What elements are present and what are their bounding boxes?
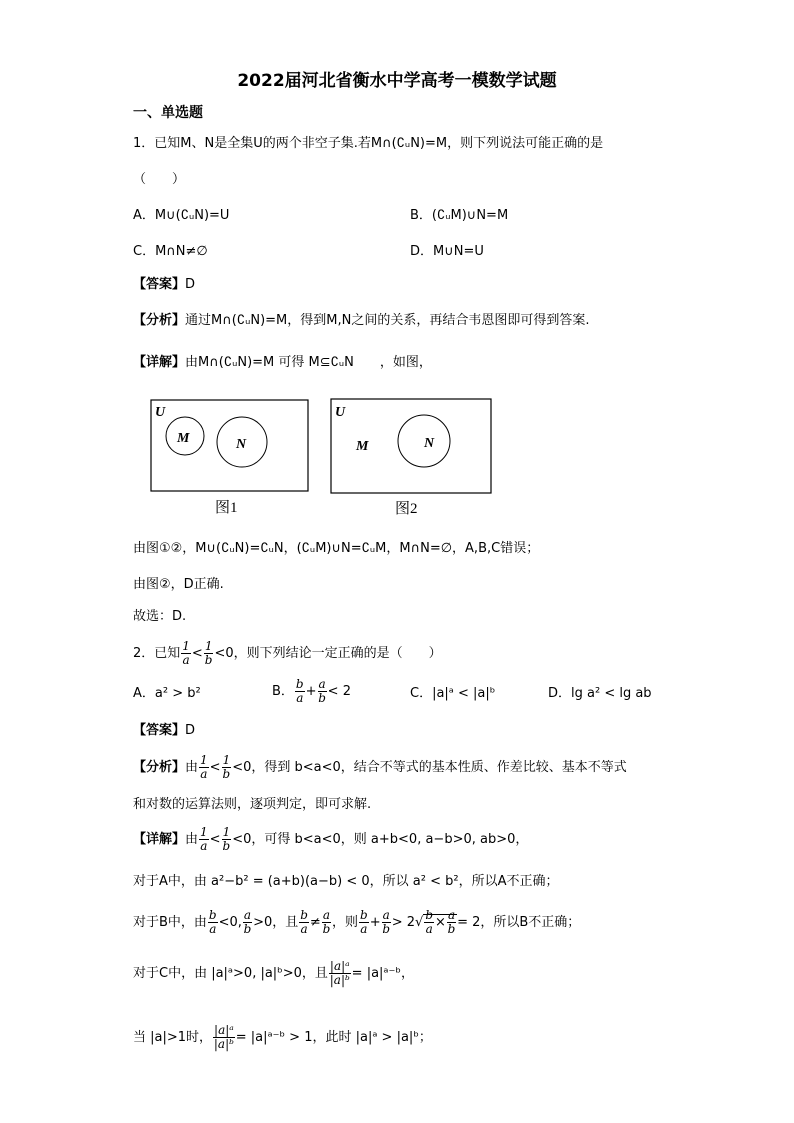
q1-conclusion: 故选：D.: [133, 609, 187, 624]
answer-value: D: [185, 277, 196, 292]
q1-stem: 1．已知M、N是全集U的两个非空子集.若M∩(∁ᵤN)=M，则下列说法可能正确的是: [133, 136, 604, 151]
q2-option-d: D．lg a² < lg ab: [548, 686, 652, 701]
q2-analysis: 【分析】由 $\frac{1}{a}$ < $\frac{1}{b}$ <0，得到 b<a<0，结合不等式的基本性质、作差比较、基本不等式: [133, 753, 627, 781]
fig2-m-label: M: [356, 439, 369, 454]
q1-option-c: C．M∩N≠∅: [133, 244, 208, 259]
frac-1-over-a: $\frac{1}{a}$: [182, 639, 190, 667]
abs-a-power-fraction: $\frac{\text{|a|ᵃ}}{\text{|a|ᵇ}}$: [329, 959, 350, 987]
detail-text: 由M∩(∁ᵤN)=M 可得 M⊆∁ᵤN ，如图，: [185, 355, 432, 370]
q2-case-a: 对于A中，由 a²−b² = (a+b)(a−b) < 0，所以 a² < b²，所以A不正确；: [133, 874, 559, 889]
fig2-caption: 图2: [395, 501, 418, 517]
q2-stem-pre: 2．已知: [133, 646, 181, 661]
fig1-m-label: M: [177, 431, 190, 446]
venn-figure-2: [330, 398, 493, 495]
fig1-u-label: U: [155, 405, 166, 420]
q2-option-a: A．a² > b²: [133, 686, 201, 701]
q1-blank: （ ）: [133, 172, 186, 187]
frac-1-over-b: $\frac{1}{b}$: [204, 639, 213, 667]
q2-answer: 【答案】D: [133, 723, 196, 738]
q2-detail: 【详解】由 $\frac{1}{a}$ < $\frac{1}{b}$ <0，可得 b<a<0，则 a+b<0, a−b>0, ab>0，: [133, 825, 529, 853]
q1-detail: [133, 354, 432, 372]
q2-analysis-line2: 和对数的运算法则，逐项判定，即可求解.: [133, 797, 372, 812]
section-heading: 一、单选题: [133, 105, 203, 121]
q2-option-c: C．|a|ᵃ < |a|ᵇ: [410, 686, 496, 701]
analysis-text: 通过M∩(∁ᵤN)=M，得到M,N之间的关系，再结合韦恩图即可得到答案.: [185, 313, 590, 328]
q2-stem-post: <0，则下列结论一定正确的是（ ）: [214, 646, 442, 661]
answer-tag: 【答案】: [133, 277, 186, 292]
q1-option-b: B．(∁ᵤM)∪N=M: [410, 208, 509, 223]
fig1-n-label: N: [236, 437, 247, 452]
q1-option-d: D．M∪N=U: [410, 244, 484, 259]
q2-case-c: 对于C中，由 |a|ᵃ>0, |a|ᵇ>0，且 $\frac{\text{|a|ᵃ}}{\text{|a|ᵇ}}$ = |a|ᵃ⁻ᵇ，: [133, 959, 414, 987]
detail-tag: 【详解】: [133, 355, 186, 370]
fig1-caption: 图1: [215, 500, 238, 516]
fig2-n-label: N: [424, 436, 435, 451]
q1-detail-line1: 由图①②，M∪(∁ᵤN)=∁ᵤN，(∁ᵤM)∪N=∁ᵤM，M∩N=∅，A,B,C错误；: [133, 541, 540, 556]
q1-option-a: A．M∪(∁ᵤN)=U: [133, 208, 230, 223]
q2-stem: 2．已知 $\frac{1}{a}$ < $\frac{1}{b}$ <0，则下列结论一定正确的是（ ）: [133, 639, 442, 667]
fig2-u-label: U: [335, 405, 346, 420]
page-title: 2022届河北省衡水中学高考一模数学试题: [237, 71, 557, 91]
venn-figure-1: [150, 399, 310, 493]
q2-case-abs-gt-1: 当 |a|>1时， $\frac{\text{|a|ᵃ}}{\text{|a|ᵇ}}$ = |a|ᵃ⁻ᵇ > 1，此时 |a|ᵃ > |a|ᵇ；: [133, 1023, 432, 1051]
q2-case-b: 对于B中，由 $\frac{b}{a}$ <0, $\frac{a}{b}$ >0，且 $\frac{b}{a}$ ≠ $\frac{a}{b}$ ，则 $\frac{b}{a}$ + $\frac{a}{b}$ > 2√ $\frac{b}{a}$ × $\frac{a}{b}$ = 2，所以B不正确；: [133, 908, 581, 936]
q2-option-b: B． $\frac{b}{a}$ + $\frac{a}{b}$ < 2: [272, 677, 351, 705]
q1-detail-line2: 由图②，D正确.: [133, 577, 224, 592]
analysis-tag: 【分析】: [133, 313, 186, 328]
q1-analysis: [133, 312, 589, 330]
q1-answer: [133, 276, 195, 294]
